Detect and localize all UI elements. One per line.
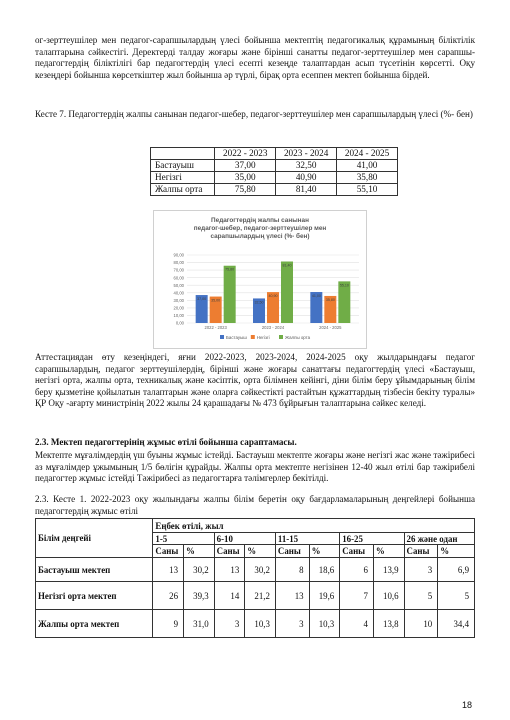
- section-paragraph: Мектепте мұғалімдердің үш буыны жұмыс істейді. Бастауыш мектепте жоғары және негізгі жас және тәжірибесі аз мұғалімдер ұжымының 1/5 бөлігін құрайды. Жалпы орта мектепте негізінен 12-40 жыл өтілі бар тәжірибелі педагогтер жұмыс істейді Тәжірибесі аз педагогтарға тәлімгерлер бекітілді.: [35, 450, 475, 484]
- pct-header: %: [184, 545, 215, 558]
- row-label: Жалпы орта: [151, 184, 215, 196]
- data-label: 35,00: [211, 298, 221, 303]
- table-cell: 10,3: [245, 610, 276, 638]
- bar: [224, 266, 236, 323]
- x-tick-label: 2024 - 2025: [319, 325, 342, 330]
- y-tick-label: 20,00: [173, 305, 184, 311]
- legend-label: Бастауыш: [226, 335, 247, 340]
- row-label: Бастауыш мектеп: [36, 558, 153, 582]
- range-header: 16-25: [340, 533, 404, 545]
- table-cell: 55,10: [337, 184, 398, 196]
- table-row: [36, 558, 475, 582]
- table-cell: 5: [404, 582, 438, 610]
- data-label: 81,40: [282, 263, 292, 268]
- pct-header: %: [373, 545, 404, 558]
- y-tick-label: 0,00: [175, 320, 184, 326]
- table-header-cell: 2023 - 2024: [276, 148, 337, 160]
- legend-swatch: [220, 335, 224, 339]
- bar: [338, 281, 350, 323]
- table-cell: 30,2: [184, 558, 215, 582]
- table-cell: 3: [275, 610, 309, 638]
- table-cell: 34,4: [438, 610, 475, 638]
- pct-header: %: [438, 545, 475, 558]
- table-cell: 8: [275, 558, 309, 582]
- table-cell: 31,0: [184, 610, 215, 638]
- group-header: Еңбек өтілі, жыл: [153, 519, 475, 533]
- y-tick-label: 10,00: [173, 313, 184, 319]
- table-cell: 3: [214, 610, 245, 638]
- table-cell: 9: [153, 610, 184, 638]
- table-cell: 40,90: [276, 172, 337, 184]
- chart-title: [194, 216, 327, 240]
- table-header-row: [151, 148, 398, 160]
- bar: [281, 261, 293, 323]
- table7: [150, 147, 398, 196]
- x-tick-label: 2023 - 2024: [261, 325, 285, 330]
- y-tick-label: 50,00: [173, 282, 184, 288]
- table-cell: 10: [404, 610, 438, 638]
- row-label: Негізгі: [151, 172, 215, 184]
- x-tick-label: 2022 - 2023: [204, 325, 227, 330]
- table-cell: 6: [340, 558, 374, 582]
- legend-label: Жалпы орта: [285, 335, 311, 340]
- page-number: 18: [462, 700, 473, 710]
- table1: [35, 518, 475, 638]
- y-tick-label: 40,00: [173, 290, 184, 296]
- table-row: [36, 610, 475, 638]
- table-cell: 7: [340, 582, 374, 610]
- table-cell: 75,80: [215, 184, 276, 196]
- section-heading: 2.3. Мектеп педагогтерінің жұмыс өтілі бойынша сараптамасы.: [35, 437, 297, 447]
- table-cell: 13: [275, 582, 309, 610]
- table-cell: 13,8: [373, 610, 404, 638]
- table-cell: 14: [214, 582, 245, 610]
- table-cell: 13: [214, 558, 245, 582]
- pct-header: %: [309, 545, 340, 558]
- count-header: Саны: [340, 545, 374, 558]
- count-header: Саны: [153, 545, 184, 558]
- data-label: 75,80: [225, 267, 235, 272]
- bar-chart-svg: [154, 211, 366, 348]
- table-cell: 81,40: [276, 184, 337, 196]
- table7-caption: Кесте 7. Педагогтердің жалпы санынан педагог-шебер, педагог-зерттеушілер мен сарапшылардың үлесі (%- бен): [35, 109, 473, 119]
- table-cell: 30,2: [245, 558, 276, 582]
- table-cell: 6,9: [438, 558, 475, 582]
- table-header-row: [36, 519, 475, 533]
- data-label: 55,10: [339, 283, 349, 288]
- table-row: [151, 160, 398, 172]
- count-header: Саны: [214, 545, 245, 558]
- table-row: [151, 184, 398, 196]
- table-cell: 37,00: [215, 160, 276, 172]
- range-header: 1-5: [153, 533, 214, 545]
- level-header: Білім деңгейі: [36, 519, 153, 558]
- data-label: 40,90: [268, 294, 278, 299]
- chart-title-line: Педагогтердің жалпы санынан: [211, 217, 309, 224]
- table-header-cell: 2024 - 2025: [337, 148, 398, 160]
- table-cell: 13,9: [373, 558, 404, 582]
- table-cell: 13: [153, 558, 184, 582]
- table-header-cell: 2022 - 2023: [215, 148, 276, 160]
- chart-title-line: сарапшылардың үлесі (%- бен): [210, 233, 310, 240]
- bar-chart: [153, 210, 367, 349]
- range-header: 26 және одан: [404, 533, 474, 545]
- table-cell: 19,6: [309, 582, 340, 610]
- table-cell: [151, 148, 215, 160]
- table-cell: 21,2: [245, 582, 276, 610]
- table-cell: 5: [438, 582, 475, 610]
- intro-paragraph: ог-зерттеушілер мен педагог-сарапшылардың үлесі бойынша мектептің педагогикалық құрамының біліктілік талаптарына сәйкестігі. Деректерді талдау жоғары және бірінші санатты педагог-зерттеушілер мен сарапшы- педагогтердің біліктілігі бар педагогтердің үлесі есепті кезеңде талаптардан асып түсетінін көрсетті. Оқу кезеңдері бойынша көрсеткіштер жыл бойынша әр түрлі, бірақ орта есеппен мектеп бойынша бірдей.: [35, 35, 475, 80]
- table-row: [36, 582, 475, 610]
- legend-swatch: [251, 335, 255, 339]
- count-header: Саны: [275, 545, 309, 558]
- y-tick-label: 70,00: [173, 267, 184, 273]
- table-cell: 10,3: [309, 610, 340, 638]
- y-tick-label: 80,00: [173, 260, 184, 266]
- table1-caption: 2.3. Кесте 1. 2022-2023 оқу жылындағы жалпы білім беретін оқу бағдарламаларының деңгейлері бойынша педагогтердің жұмыс өтілі: [35, 494, 475, 516]
- row-label: Негізгі орта мектеп: [36, 582, 153, 610]
- table-cell: 35,80: [337, 172, 398, 184]
- table-cell: 4: [340, 610, 374, 638]
- legend-swatch: [279, 335, 283, 339]
- legend-label: Негізгі: [256, 335, 270, 340]
- row-label: Жалпы орта мектеп: [36, 610, 153, 638]
- table-cell: 26: [153, 582, 184, 610]
- pct-header: %: [245, 545, 276, 558]
- table-cell: 41,00: [337, 160, 398, 172]
- data-label: 41,00: [311, 294, 321, 299]
- table-cell: 39,3: [184, 582, 215, 610]
- table-cell: 32,50: [276, 160, 337, 172]
- data-label: 32,50: [254, 300, 264, 305]
- table-cell: 18,6: [309, 558, 340, 582]
- chart-title-line: педагог-шебер, педагог-зерттеушілер мен: [193, 225, 327, 232]
- y-tick-label: 30,00: [173, 297, 184, 303]
- range-header: 6-10: [214, 533, 275, 545]
- table-cell: 3: [404, 558, 438, 582]
- table-cell: 35,00: [215, 172, 276, 184]
- row-label: Бастауыш: [151, 160, 215, 172]
- y-tick-label: 90,00: [173, 252, 184, 258]
- y-tick-label: 60,00: [173, 275, 184, 281]
- table-cell: 10,6: [373, 582, 404, 610]
- range-header: 11-15: [275, 533, 339, 545]
- data-label: 37,00: [197, 297, 207, 302]
- data-label: 35,80: [325, 297, 335, 302]
- attestation-paragraph: Аттестациядан өту кезеңіндегі, яғни 2022-2023, 2023-2024, 2024-2025 оқу жылдарындағы педагог сарапшылардың, педагог зерттеушілердің, бірінші және жоғары санаттағы педагогтердің үлесі «Бастауыш, негізгі орта, жалпы орта, техникалық және кәсіптік, орта білімнен кейінгі, діни білім беру ұйымдарының білім беру қызметіне қойылатын талаптарын және оларға сәйкестікті растайтын құжаттардың тізбесін бекіту туралы» ҚР Оқу -ағарту министрінің 2022 жылы 24 қарашадағы № 473 бұйрығын талаптарына сәйкес келеді.: [35, 352, 475, 409]
- count-header: Саны: [404, 545, 438, 558]
- table-row: [151, 172, 398, 184]
